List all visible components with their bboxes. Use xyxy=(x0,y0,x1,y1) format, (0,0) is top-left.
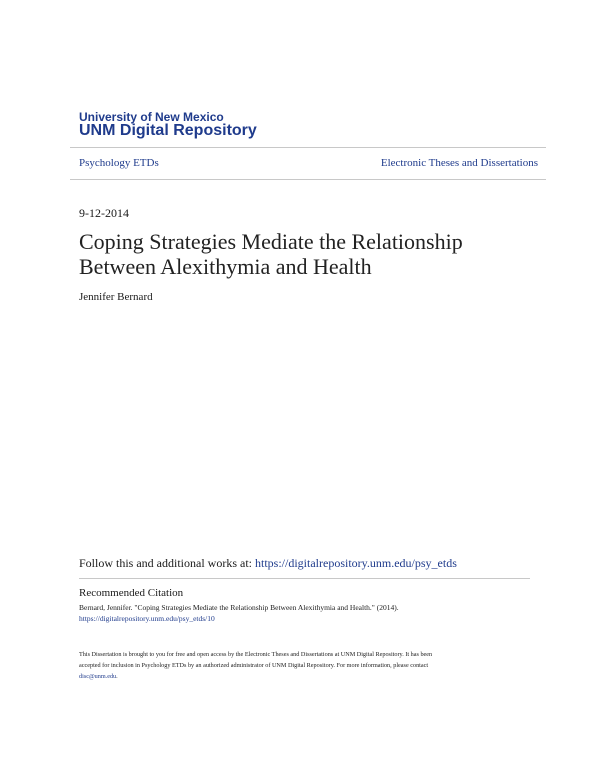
follow-prefix: Follow this and additional works at: xyxy=(79,556,255,570)
electronic-theses-link[interactable]: Electronic Theses and Dissertations xyxy=(380,157,538,169)
top-divider xyxy=(70,147,546,148)
citation-divider xyxy=(79,578,530,579)
citation-block xyxy=(79,602,519,624)
author-name: Jennifer Bernard xyxy=(79,291,153,303)
psychology-etds-link[interactable]: Psychology ETDs xyxy=(79,157,159,169)
citation-text: Bernard, Jennifer. "Coping Strategies Mediate the Relationship Between Alexithymia and Health." (2014). xyxy=(79,603,399,612)
recommended-citation-heading: Recommended Citation xyxy=(79,587,184,599)
contact-email-link[interactable]: disc@unm.edu xyxy=(79,673,117,680)
follow-line xyxy=(79,556,457,571)
citation-link[interactable]: https://digitalrepository.unm.edu/psy_etds/10 xyxy=(79,614,215,623)
publication-date: 9-12-2014 xyxy=(79,206,129,220)
notice-period: . xyxy=(116,673,118,680)
collection-link[interactable]: https://digitalrepository.unm.edu/psy_etds xyxy=(255,556,457,570)
nav-divider xyxy=(70,179,546,180)
title-line-1: Coping Strategies Mediate the Relationship xyxy=(79,229,463,254)
title-line-2: Between Alexithymia and Health xyxy=(79,254,372,279)
repository-name[interactable]: UNM Digital Repository xyxy=(79,122,257,139)
access-notice xyxy=(79,649,509,682)
notice-line-3 xyxy=(79,671,509,682)
university-name[interactable]: University of New Mexico xyxy=(79,110,224,124)
notice-line-1: This Dissertation is brought to you for free and open access by the Electronic Theses and Dissertations at UNM Digital Repository. It has been xyxy=(79,651,433,658)
document-title xyxy=(79,229,499,279)
notice-line-2: accepted for inclusion in Psychology ETDs by an authorized administrator of UNM Digital Repository. For more information, please contact xyxy=(79,662,429,669)
